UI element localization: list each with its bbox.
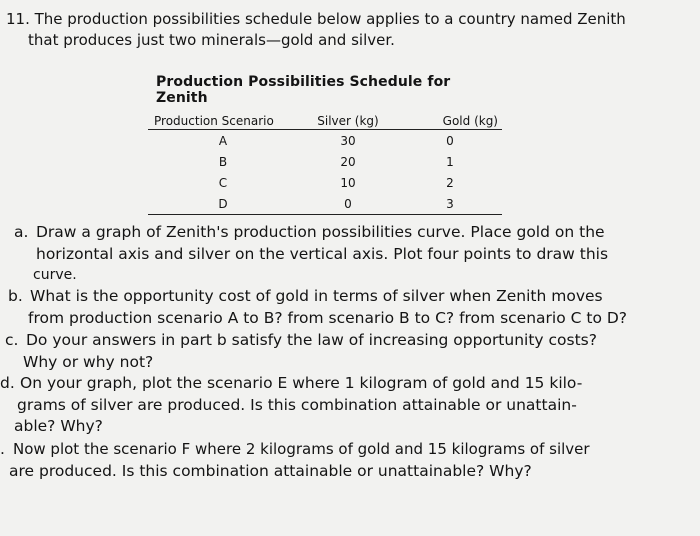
question-c-line-2: Why or why not? xyxy=(23,352,154,371)
question-a-label: a. xyxy=(14,223,29,241)
question-d xyxy=(0,373,700,439)
cell-gold: 1 xyxy=(446,154,454,169)
question-b-line-1: What is the opportunity cost of gold in terms of silver when Zenith moves xyxy=(30,287,603,305)
cell-scenario: C xyxy=(218,175,228,190)
table-row xyxy=(148,172,502,193)
table-title: Production Possibilities Schedule for Zenith xyxy=(156,74,451,106)
cell-scenario: B xyxy=(218,154,228,169)
question-b xyxy=(0,286,700,330)
question-d-line-1: On your graph, plot the scenario E where 1 kilogram of gold and 15 kilo- xyxy=(20,374,583,392)
cell-gold: 0 xyxy=(446,133,454,148)
question-a xyxy=(0,222,700,286)
question-c xyxy=(0,330,700,373)
question-d-line-3: able? Why? xyxy=(14,417,103,435)
cell-scenario: D xyxy=(218,196,228,211)
table-row xyxy=(148,151,502,172)
question-e-label: . xyxy=(0,440,5,458)
table-header-row xyxy=(148,108,502,130)
cell-gold: 2 xyxy=(446,175,454,190)
question-d-line-2: grams of silver are produced. Is this combination attainable or unattain- xyxy=(17,395,577,414)
header-gold: Gold (kg) xyxy=(442,114,498,128)
cell-silver: 0 xyxy=(344,196,352,211)
table-row xyxy=(148,130,502,151)
question-a-line-3: curve. xyxy=(33,267,77,283)
problem-intro xyxy=(6,9,626,51)
question-e-line-1: Now plot the scenario F where 2 kilograms of gold and 15 kilograms of silver xyxy=(13,440,590,458)
production-schedule-table xyxy=(148,74,502,215)
cell-scenario: A xyxy=(218,133,228,148)
cell-silver: 10 xyxy=(340,175,356,190)
table-row xyxy=(148,193,502,214)
question-c-line-1: Do your answers in part b satisfy the law of increasing opportunity costs? xyxy=(26,331,597,349)
header-scenario: Production Scenario xyxy=(154,114,274,128)
question-b-line-2: from production scenario A to B? from scenario B to C? from scenario C to D? xyxy=(28,308,628,327)
cell-silver: 20 xyxy=(340,154,356,169)
question-c-label: c. xyxy=(5,331,19,349)
questions-list xyxy=(0,222,700,483)
header-silver: Silver (kg) xyxy=(317,114,379,128)
cell-gold: 3 xyxy=(446,196,454,211)
question-b-label: b. xyxy=(8,287,23,305)
intro-line-2: that produces just two minerals—gold and silver. xyxy=(28,31,395,49)
table-bottom-rule xyxy=(148,214,502,215)
question-a-line-1: Draw a graph of Zenith's production possibilities curve. Place gold on the xyxy=(36,223,605,241)
cell-silver: 30 xyxy=(340,133,356,148)
question-d-label: d. xyxy=(0,374,15,392)
question-e xyxy=(0,439,700,483)
question-e-line-2: are produced. Is this combination attainable or unattainable? Why? xyxy=(9,461,532,480)
intro-line-1: 11. The production possibilities schedule below applies to a country named Zenith xyxy=(6,10,626,28)
question-a-line-2: horizontal axis and silver on the vertical axis. Plot four points to draw this xyxy=(36,244,609,263)
